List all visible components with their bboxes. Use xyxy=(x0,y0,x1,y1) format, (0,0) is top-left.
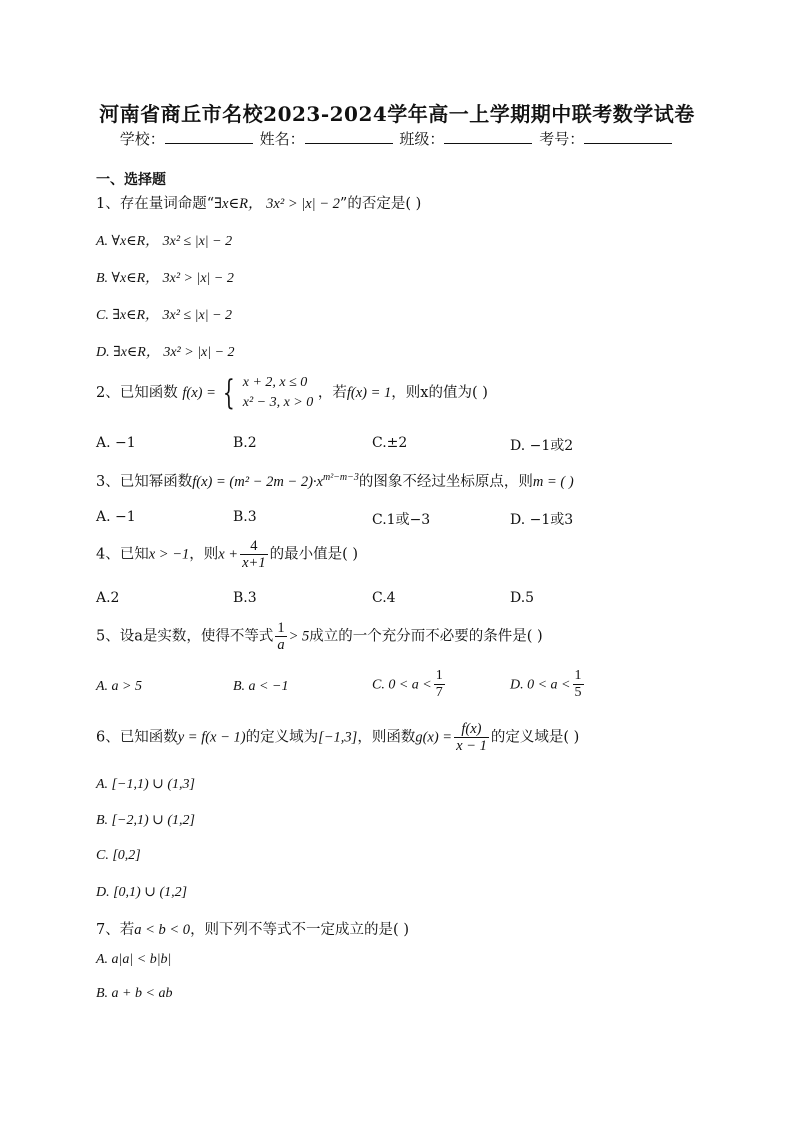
q4-frac-num: 4 xyxy=(240,538,267,555)
section-heading: 一、选择题 xyxy=(96,172,166,188)
q4-stem-pre: 4、已知 xyxy=(96,546,149,563)
q2-option-c[interactable]: C.±2 xyxy=(372,435,408,451)
q4-option-a[interactable]: A.2 xyxy=(96,590,120,606)
number-label: 考号： xyxy=(539,130,585,148)
q5-option-c[interactable] xyxy=(372,668,447,701)
q5-optc-num: 1 xyxy=(435,668,443,683)
q2-stem-post: ，则x的值为( ) xyxy=(391,385,488,401)
q5-frac-den: a xyxy=(277,637,285,653)
q5-optd-den: 5 xyxy=(574,685,582,700)
q1-stem-math: ∃x∈R， 3x² > |x| − 2 xyxy=(214,196,340,212)
school-label: 学校： xyxy=(119,130,165,148)
question-1-stem xyxy=(96,192,421,213)
q7-cond: a < b < 0 xyxy=(134,922,191,938)
page-title: 河南省商丘市名校2023-2024学年高一上学期期中联考数学试卷 xyxy=(99,102,695,126)
question-2-stem xyxy=(96,373,488,413)
q5-fraction xyxy=(275,620,286,653)
q5-option-d-fraction xyxy=(573,668,584,701)
q4-expr-pre: x + xyxy=(218,546,239,563)
q5-stem-post: 成立的一个充分而不必要的条件是( ) xyxy=(309,628,543,645)
name-label: 姓名： xyxy=(259,130,305,148)
question-6-stem xyxy=(96,721,579,754)
q6-frac-den: x − 1 xyxy=(456,738,487,754)
q2-case-2: x² − 3, x > 0 xyxy=(242,395,314,410)
q4-stem-mid: ，则 xyxy=(189,546,219,563)
q1-option-d[interactable]: D. ∃x∈R， 3x² > |x| − 2 xyxy=(96,345,235,360)
q1-option-c[interactable]: C. ∃x∈R， 3x² ≤ |x| − 2 xyxy=(96,308,233,323)
q2-cond: f(x) = 1 xyxy=(346,385,392,401)
q6-domain: [−1,3] xyxy=(318,729,358,746)
q4-frac-den: x+1 xyxy=(242,555,266,571)
q3-stem-post: 的图象不经过坐标原点，则 xyxy=(358,474,533,490)
school-blank[interactable] xyxy=(165,129,253,144)
q6-stem-mid1: 的定义域为 xyxy=(245,729,319,746)
q4-option-c[interactable]: C.4 xyxy=(372,590,396,606)
q2-stem-pre: 2、已知函数 xyxy=(96,385,178,401)
class-blank[interactable] xyxy=(444,129,532,144)
q5-stem-pre: 5、设a是实数，使得不等式 xyxy=(96,628,274,645)
q1-option-b[interactable]: B. ∀x∈R， 3x² > |x| − 2 xyxy=(96,271,234,286)
student-info-line xyxy=(0,128,794,149)
q7-stem-post: ，则下列不等式不一定成立的是( ) xyxy=(190,922,409,938)
q5-optd-num: 1 xyxy=(574,668,582,683)
q4-option-b[interactable]: B.3 xyxy=(233,590,257,606)
q5-ineq: > 5 xyxy=(288,628,310,645)
q2-cases xyxy=(243,373,314,413)
q6-stem-pre: 6、已知函数 xyxy=(96,729,178,746)
q3-tail: m = ( ) xyxy=(532,474,574,490)
q3-exponent: m²−m−3 xyxy=(322,472,359,484)
q2-option-a[interactable]: A. −1 xyxy=(96,435,136,451)
q2-option-d[interactable]: D. −1或2 xyxy=(510,438,574,454)
q5-option-d[interactable] xyxy=(510,668,586,701)
q3-option-d[interactable]: D. −1或3 xyxy=(510,512,574,528)
q3-option-b[interactable]: B.3 xyxy=(233,509,257,525)
q6-stem-mid2: ，则函数 xyxy=(357,729,416,746)
q2-f-def: f(x) = xyxy=(182,385,216,401)
q4-fraction xyxy=(240,538,267,571)
q6-option-d[interactable]: D. [0,1) ∪ (1,2] xyxy=(96,885,188,900)
q6-g-def: g(x) = xyxy=(415,729,453,746)
q6-option-a[interactable]: A. [−1,1) ∪ (1,3] xyxy=(96,777,195,792)
q4-stem-post: 的最小值是( ) xyxy=(269,546,359,563)
q2-stem-mid: ，若 xyxy=(317,385,347,401)
q5-option-c-text: C. 0 < a < xyxy=(372,677,432,693)
q6-expr1: y = f(x − 1) xyxy=(177,729,246,746)
q7-option-a[interactable]: A. a|a| < b|b| xyxy=(96,952,172,967)
q6-option-b[interactable]: B. [−2,1) ∪ (1,2] xyxy=(96,813,195,828)
question-5-stem xyxy=(96,620,543,653)
q3-option-a[interactable]: A. −1 xyxy=(96,509,136,525)
q5-frac-num: 1 xyxy=(277,620,285,636)
q3-stem-pre: 3、已知幂函数 xyxy=(96,474,193,490)
q3-expr: f(x) = (m² − 2m − 2)·x xyxy=(192,474,323,490)
q1-stem-post: ”的否定是( ) xyxy=(339,196,422,212)
q4-cond: x > −1 xyxy=(148,546,190,563)
left-brace: { xyxy=(223,373,236,413)
q2-case-1: x + 2, x ≤ 0 xyxy=(242,375,308,390)
q6-frac-num: f(x) xyxy=(454,721,489,738)
q7-option-b[interactable]: B. a + b < ab xyxy=(96,986,173,1001)
q2-option-b[interactable]: B.2 xyxy=(233,435,257,451)
question-3-stem xyxy=(96,470,574,491)
q6-fraction xyxy=(454,721,489,754)
q3-option-c[interactable]: C.1或−3 xyxy=(372,512,431,528)
q6-stem-post: 的定义域是( ) xyxy=(490,729,580,746)
number-blank[interactable] xyxy=(584,129,672,144)
name-blank[interactable] xyxy=(305,129,393,144)
q5-option-c-fraction xyxy=(434,668,445,701)
q1-option-a[interactable]: A. ∀x∈R， 3x² ≤ |x| − 2 xyxy=(96,234,233,249)
q6-option-c[interactable]: C. [0,2] xyxy=(96,848,141,863)
q5-option-d-text: D. 0 < a < xyxy=(510,677,571,693)
q4-option-d[interactable]: D.5 xyxy=(510,590,535,606)
question-4-stem xyxy=(96,538,358,571)
q7-stem-pre: 7、若 xyxy=(96,922,135,938)
q1-stem-pre: 1、存在量词命题“ xyxy=(96,196,215,212)
q5-option-b[interactable]: B. a < −1 xyxy=(233,679,289,694)
q5-option-a[interactable]: A. a > 5 xyxy=(96,679,142,694)
question-7-stem xyxy=(96,918,409,939)
class-label: 班级： xyxy=(399,130,445,148)
q5-optc-den: 7 xyxy=(435,685,443,700)
